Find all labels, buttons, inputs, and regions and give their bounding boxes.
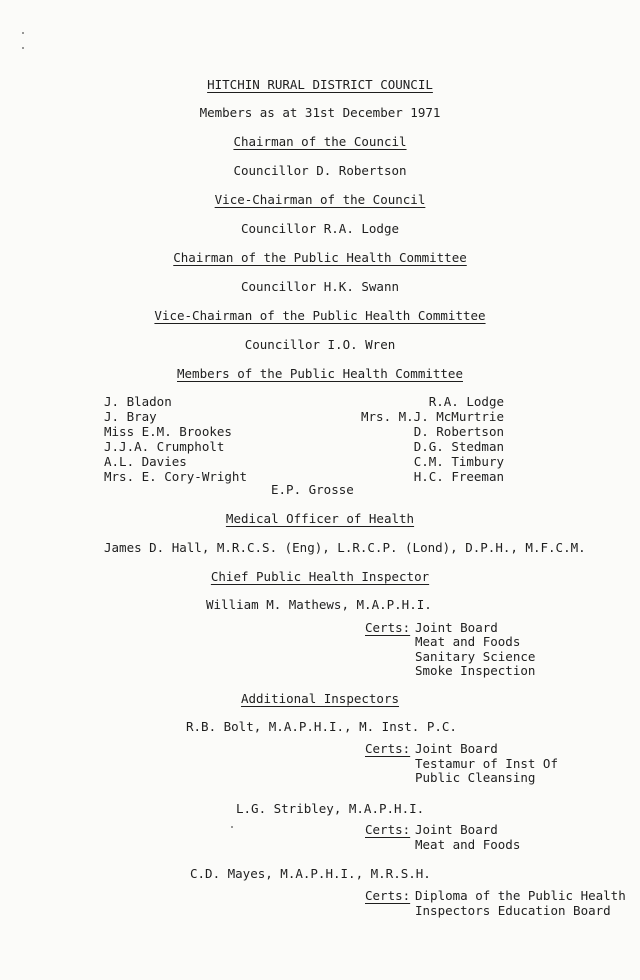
member-right: H.C. Freeman (413, 469, 504, 484)
inspector-name: C.D. Mayes, M.A.P.H.I., M.R.S.H. (190, 866, 431, 881)
member-left: J.J.A. Crumpholt (104, 439, 225, 454)
member-left: Mrs. E. Cory-Wright (104, 469, 247, 484)
chairman-heading: Chairman of the Council (233, 134, 407, 149)
cert-item: Meat and Foods (415, 837, 521, 852)
cert-item: Inspectors Education Board (415, 903, 611, 918)
scan-speck (22, 32, 24, 34)
cert-item: Joint Board (415, 741, 498, 756)
cert-item: Smoke Inspection (415, 663, 536, 678)
ph-chairman-heading: Chairman of the Public Health Committee (173, 250, 467, 265)
council-title: HITCHIN RURAL DISTRICT COUNCIL (207, 77, 433, 92)
inspector-name: L.G. Stribley, M.A.P.H.I. (236, 801, 425, 816)
member-right: C.M. Timbury (413, 454, 504, 469)
certs-label: Certs: (365, 822, 411, 837)
member-right: D.G. Stedman (413, 439, 504, 454)
certs-label: Certs: (365, 741, 411, 756)
scan-speck (231, 826, 233, 828)
member-left: J. Bray (104, 409, 157, 424)
vice-chairman-heading: Vice-Chairman of the Council (214, 192, 426, 207)
ph-vice-chairman-name: Councillor I.O. Wren (244, 337, 396, 352)
additional-heading: Additional Inspectors (240, 691, 400, 706)
members-heading: Members of the Public Health Committee (177, 366, 463, 381)
scan-speck (22, 47, 24, 49)
member-right: D. Robertson (413, 424, 504, 439)
cert-item: Sanitary Science (415, 649, 536, 664)
cert-item: Public Cleansing (415, 770, 536, 785)
vice-chairman-name: Councillor R.A. Lodge (240, 221, 400, 236)
member-left: Miss E.M. Brookes (104, 424, 232, 439)
member-left: A.L. Davies (104, 454, 187, 469)
members-date: Members as at 31st December 1971 (199, 105, 441, 120)
cert-item: Meat and Foods (415, 634, 521, 649)
member-left: J. Bladon (104, 394, 172, 409)
moh-name: James D. Hall, M.R.C.S. (Eng), L.R.C.P. (Lond), D.P.H., M.F.C.M. (104, 540, 586, 555)
inspector-name: R.B. Bolt, M.A.P.H.I., M. Inst. P.C. (186, 719, 457, 734)
cert-item: Testamur of Inst Of (415, 756, 558, 771)
certs-label: Certs: (365, 620, 411, 635)
cert-item: Diploma of the Public Health (415, 888, 626, 903)
cert-item: Joint Board (415, 620, 498, 635)
member-right: R.A. Lodge (428, 394, 504, 409)
member-centre: E.P. Grosse (271, 482, 354, 497)
chief-phi-name: William M. Mathews, M.A.P.H.I. (206, 597, 432, 612)
moh-heading: Medical Officer of Health (225, 511, 415, 526)
cert-item: Joint Board (415, 822, 498, 837)
certs-label: Certs: (365, 888, 411, 903)
chief-phi-heading: Chief Public Health Inspector (210, 569, 430, 584)
ph-chairman-name: Councillor H.K. Swann (240, 279, 400, 294)
chairman-name: Councillor D. Robertson (233, 163, 407, 178)
member-right: Mrs. M.J. McMurtrie (361, 409, 504, 424)
ph-vice-chairman-heading: Vice-Chairman of the Public Health Committee (154, 308, 486, 323)
